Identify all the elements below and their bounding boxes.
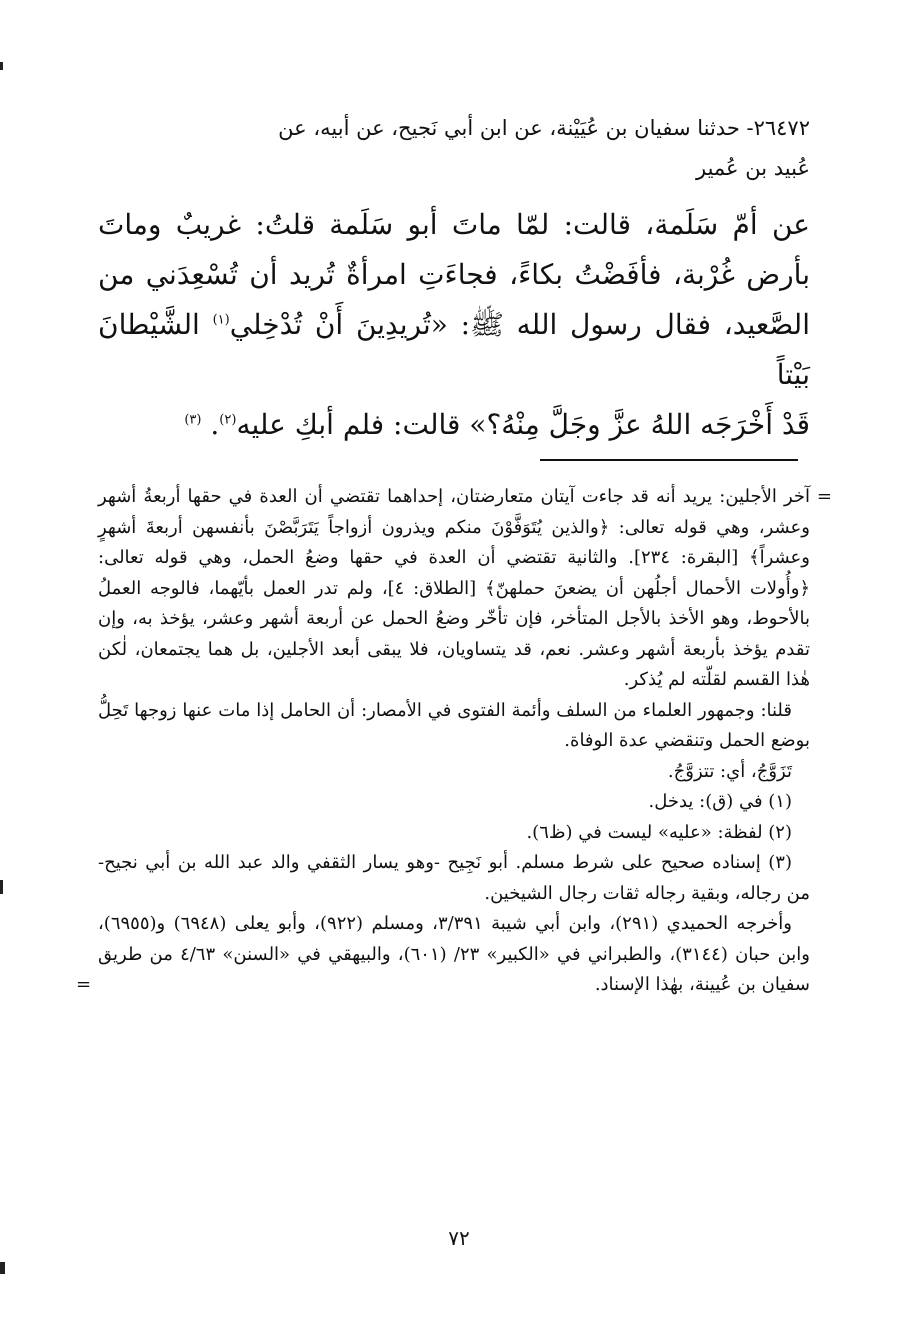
matn-line-4: قَدْ أَخْرَجَه اللهُ عزَّ وجَلَّ مِنْهُ؟» قالت: فلم أبكِ عليه$^{(٢)}$. $^{(٣)}$ <box>184 408 810 441</box>
footnote-ref-1: (١) <box>212 312 230 328</box>
note-3-continuation-text: وأخرجه الحميدي (٢٩١)، وابن أبي شيبة ٣/٣٩١، ومسلم (٩٢٢)، وأبو يعلى (٦٩٤٨) و(٦٩٥٥)، وابن حبان (٣١٤٤)، والطبراني في «الكبير» ٢٣/ (٦٠١)، والبيهقي في «السنن» ٤/٦٣ من طريق سفيان بن عُيينة، بهٰذا الإسناد. <box>98 913 810 995</box>
footnote-divider <box>540 459 798 461</box>
page-number: ٧٢ <box>448 1226 470 1250</box>
matn-line-3-tail: الشَّيْطانَ بَيْتاً <box>98 308 810 391</box>
continued-paragraph-text: آخر الأجلين: يريد أنه قد جاءت آيتان متعارضتان، إحداهما تقتضي أن العدة في حقها أربعةُ أشهر وعشر، وهي قوله تعالى: ﴿والذين يُتَوَفَّوْنَ منكم ويذرون أزواجاً يَتَرَبَّصْنَ بأنفسهن أربعةَ أشهرٍ وعشراً﴾ [البقرة: ٢٣٤]. والثانية تقتضي أن العدة في حقها وضعُ الحمل، وهي قوله تعالى: ﴿وأُولات الأحمال أجلُهن أن يضعنَ حملهنّ﴾ [الطلاق: ٤]، ولم تدر العمل بأيّهما، فالوجه العملُ بالأحوط، وهو الأخذ بالأجل المتأخر، فإن تأخّر وضعُ الحمل عن أربعة أشهر وعشر، يؤخذ به، وإن تقدم يؤخذ بأربعة أشهر وعشر. نعم، قد يتساويان، فلا يبقى أبعد الأجلين، بل هما يجتمعان، لٰكن هٰذا القسم لقلّته لم يُذكر. <box>98 486 810 690</box>
isnad-line-2: عُبيد بن عُمير <box>695 156 810 180</box>
matn-line-2: بأرض غُرْبة، فأفَضْتُ بكاءً، فجاءَتِ امرأةٌ تُريد أن تُسْعِدَني من <box>98 258 810 291</box>
footnote-paragraph-3: تَزَوَّجُ، أي: تتزوَّجُ. <box>667 760 792 782</box>
footnote-continued-paragraph <box>98 482 832 696</box>
continuation-mark-end: = <box>76 974 92 995</box>
matn-line-3 <box>98 300 810 400</box>
footnote-ref-2: (٢) <box>219 412 237 428</box>
footnotes-section <box>76 482 832 1001</box>
matn-line-4-text: قَدْ أَخْرَجَه اللهُ عزَّ وجَلَّ مِنْهُ؟» قالت: فلم أبكِ عليه <box>236 408 810 441</box>
matn-line-3-text: الصَّعيد، فقال رسول الله ﷺ: «تُريدِينَ أَنْ تُدْخِلي <box>229 308 810 341</box>
left-edge-mark-bottom <box>0 1262 5 1274</box>
hadith-matn <box>98 200 810 450</box>
left-edge-mark-middle <box>0 880 3 894</box>
footnote-note-3: (٣) إسناده صحيح على شرط مسلم. أبو نَجِيح -وهو يسار الثقفي والد عبد الله بن أبي نجيح- من رجاله، وبقية رجاله ثقات رجال الشيخين. <box>98 852 810 904</box>
matn-line-1: عن أمّ سَلَمة، قالت: لمّا ماتَ أبو سَلَمة قلتُ: غريبٌ وماتَ <box>98 208 810 241</box>
hadith-isnad <box>98 108 810 188</box>
continuation-mark-start: = <box>816 486 832 507</box>
footnote-note-2: (٢) لفظة: «عليه» ليست في (ظ٦). <box>526 821 792 843</box>
footnote-ref-3: (٣) <box>184 412 202 428</box>
left-edge-mark-top <box>0 62 3 70</box>
footnote-paragraph-2: قلنا: وجمهور العلماء من السلف وأئمة الفتوى في الأمصار: أن الحامل إذا مات عنها زوجها تَحِلُّ بوضع الحمل وتنقضي عدة الوفاة. <box>98 699 810 751</box>
isnad-line-1: ٢٦٤٧٢- حدثنا سفيان بن عُيَيْنة، عن ابن أبي نَجيح، عن أبيه، عن <box>278 116 810 140</box>
footnote-note-1: (١) في (ق): يدخل. <box>648 791 792 812</box>
footnote-note-3-continuation <box>76 909 810 1001</box>
